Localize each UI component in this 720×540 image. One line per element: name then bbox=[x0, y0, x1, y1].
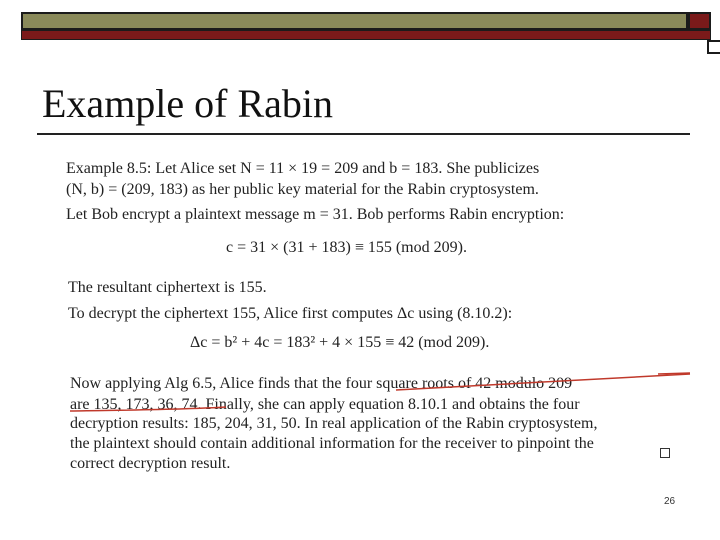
header-decoration bbox=[21, 12, 711, 40]
header-red-square bbox=[688, 12, 711, 30]
example-line-6: To decrypt the ciphertext 155, Alice first computes Δc using (8.10.2): bbox=[68, 305, 513, 322]
header-white-square bbox=[707, 40, 720, 54]
header-red-bar bbox=[21, 30, 711, 40]
scanned-example-text bbox=[58, 148, 698, 478]
example-line-10: decryption results: 185, 204, 31, 50. In real application of the Rabin cryptosystem, bbox=[70, 415, 598, 432]
slide-title: Example of Rabin bbox=[42, 81, 334, 126]
qed-square bbox=[660, 448, 670, 458]
example-line-9: are 135, 173, 36, 74. Finally, she can apply equation 8.10.1 and obtains the four bbox=[70, 396, 580, 413]
underline-tail bbox=[658, 373, 690, 374]
example-line-5: The resultant ciphertext is 155. bbox=[68, 279, 267, 296]
example-line-8: Now applying Alg 6.5, Alice finds that the four square roots of 42 modulo 209 bbox=[70, 375, 573, 392]
example-line-12: correct decryption result. bbox=[70, 455, 231, 472]
delta-equation: Δc = b² + 4c = 183² + 4 × 155 ≡ 42 (mod 209). bbox=[190, 334, 490, 351]
page-number: 26 bbox=[664, 496, 676, 507]
example-line-11: the plaintext should contain additional information for the receiver to pinpoint the bbox=[70, 435, 594, 452]
title-divider bbox=[37, 133, 690, 135]
example-line-1: Example 8.5: Let Alice set N = 11 × 19 = 209 and b = 183. She publicizes bbox=[66, 160, 540, 177]
header-olive-bar bbox=[21, 12, 688, 30]
example-line-2: (N, b) = (209, 183) as her public key material for the Rabin cryptosystem. bbox=[66, 181, 539, 198]
encryption-equation: c = 31 × (31 + 183) ≡ 155 (mod 209). bbox=[226, 239, 467, 256]
example-line-3: Let Bob encrypt a plaintext message m = 31. Bob performs Rabin encryption: bbox=[66, 206, 565, 223]
